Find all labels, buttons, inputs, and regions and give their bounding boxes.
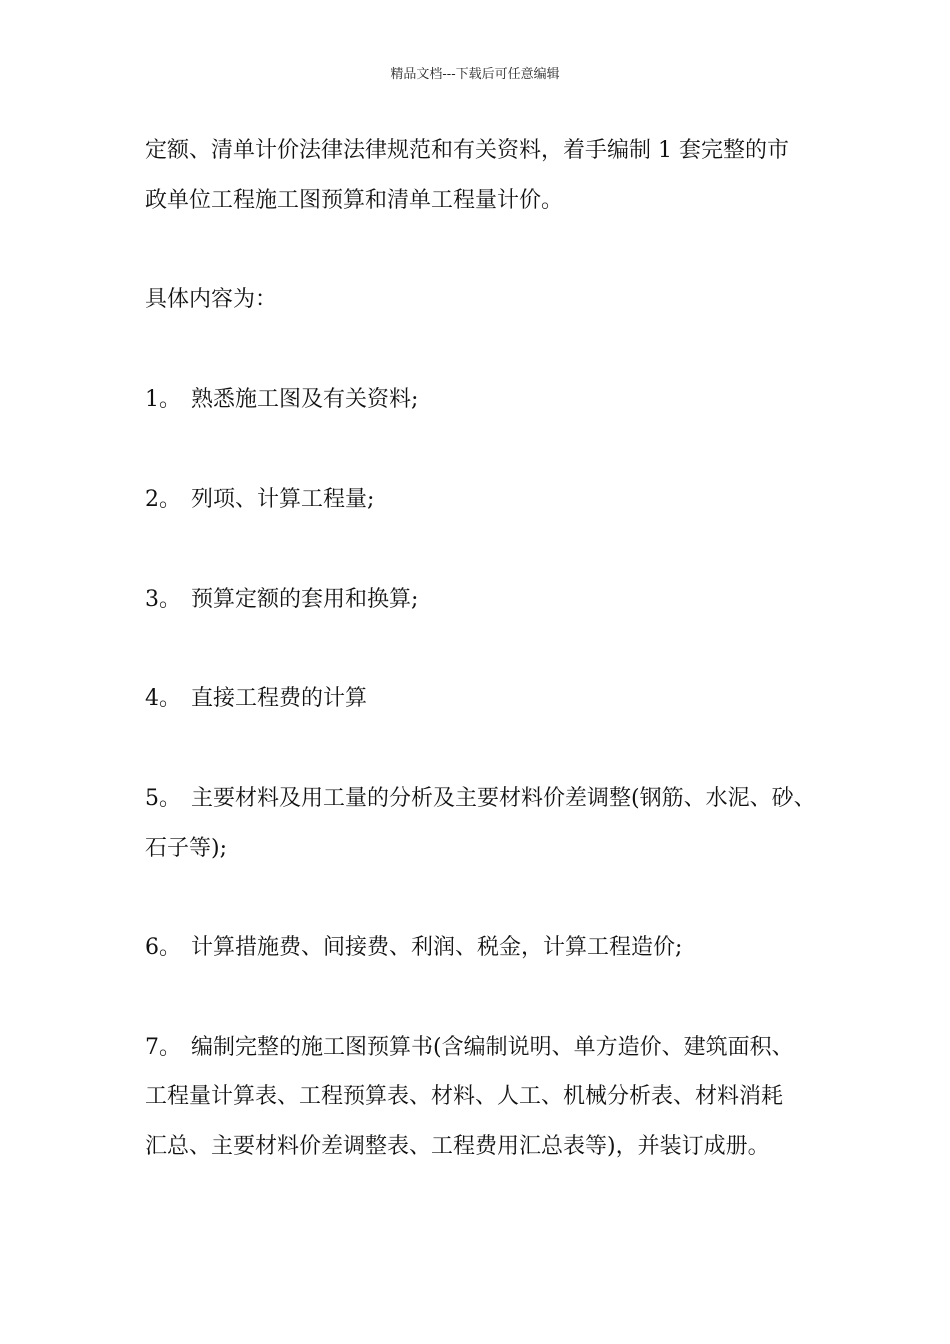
list-item-number: 1。: [145, 387, 181, 412]
intro-line-1: 定额、清单计价法律法律规范和有关资料，着手编制 1 套完整的市: [145, 138, 789, 163]
list-item-number: 7。: [145, 1035, 181, 1060]
list-item-text: 主要材料及用工量的分析及主要材料价差调整(钢筋、水泥、砂、: [191, 786, 816, 811]
page-header: 精品文档---下载后可任意编辑: [390, 67, 560, 82]
list-item-3: [145, 585, 418, 615]
list-item-5: [145, 784, 816, 814]
list-item-text: 熟悉施工图及有关资料;: [191, 387, 419, 412]
list-item-1: [145, 385, 418, 415]
list-item-text: 直接工程费的计算: [191, 686, 368, 711]
list-item-6: [145, 933, 682, 963]
list-item-7: [145, 1033, 794, 1063]
list-item-4: [145, 684, 367, 714]
list-item-7-continuation-1: 工程量计算表、工程预算表、材料、人工、机械分析表、材料消耗: [145, 1084, 784, 1109]
list-item-text: 预算定额的套用和换算;: [191, 587, 419, 612]
list-item-number: 2。: [145, 487, 181, 512]
list-item-number: 5。: [145, 786, 181, 811]
list-item-text: 编制完整的施工图预算书(含编制说明、单方造价、建筑面积、: [191, 1035, 794, 1060]
list-item-2: [145, 485, 374, 515]
list-item-number: 3。: [145, 587, 181, 612]
list-item-number: 6。: [145, 935, 181, 960]
list-item-number: 4。: [145, 686, 181, 711]
list-item-5-continuation: 石子等);: [145, 836, 227, 861]
list-item-7-continuation-2: 汇总、主要材料价差调整表、工程费用汇总表等)，并装订成册。: [145, 1134, 770, 1159]
list-item-text: 列项、计算工程量;: [191, 487, 375, 512]
intro-line-2: 政单位工程施工图预算和清单工程量计价。: [145, 188, 564, 213]
list-item-text: 计算措施费、间接费、利润、税金，计算工程造价;: [191, 935, 683, 960]
content-heading: 具体内容为：: [145, 287, 278, 312]
